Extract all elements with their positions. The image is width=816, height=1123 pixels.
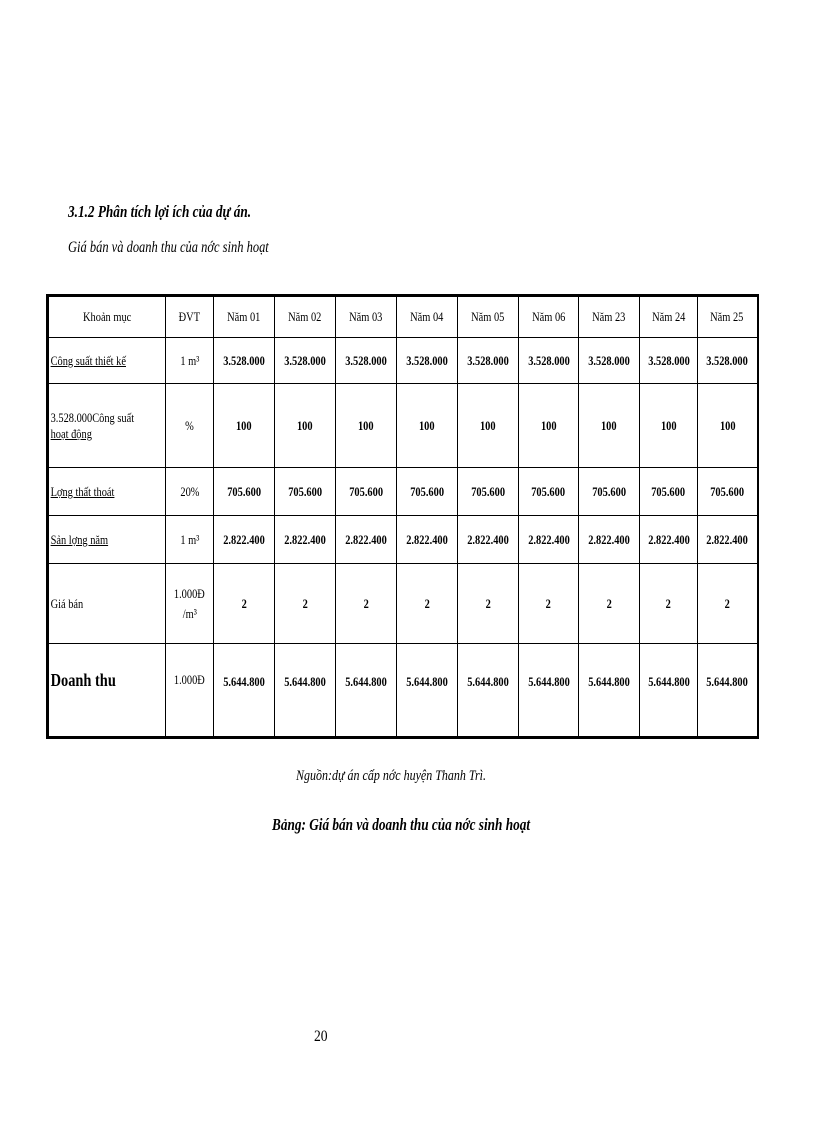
table-cell: 2.822.400 — [397, 516, 458, 564]
table-cell: 2 — [519, 564, 579, 644]
table-header-cell: Năm 01 — [214, 296, 275, 338]
table-cell: 3.528.000 — [519, 338, 579, 384]
table-cell: 2 — [640, 564, 698, 644]
row-unit: 20% — [166, 468, 214, 516]
table-cell: 705.600 — [397, 468, 458, 516]
table-row — [48, 644, 758, 738]
table-cell: 3.528.000 — [698, 338, 758, 384]
table-row — [48, 338, 758, 384]
table-cell: 3.528.000 — [397, 338, 458, 384]
table-cell: 705.600 — [275, 468, 336, 516]
table-header-cell: Năm 03 — [336, 296, 397, 338]
table-header-cell: Năm 24 — [640, 296, 698, 338]
table-cell: 100 — [519, 384, 579, 468]
row-unit: 1 m³ — [166, 338, 214, 384]
table-cell: 100 — [698, 384, 758, 468]
table-cell: 2.822.400 — [458, 516, 519, 564]
table-cell: 705.600 — [698, 468, 758, 516]
table-cell: 705.600 — [214, 468, 275, 516]
table-cell: 5.644.800 — [214, 644, 275, 738]
table-cell: 2.822.400 — [698, 516, 758, 564]
table-cell: 2.822.400 — [336, 516, 397, 564]
table-header-cell: Năm 04 — [397, 296, 458, 338]
table-cell: 705.600 — [579, 468, 640, 516]
row-label: Giá bán — [48, 564, 166, 644]
table-header-row — [48, 296, 758, 338]
row-label: 3.528.000Công suất hoạt động — [48, 384, 166, 468]
table-cell: 100 — [458, 384, 519, 468]
table-cell: 3.528.000 — [275, 338, 336, 384]
revenue-table — [46, 294, 759, 739]
table-cell: 2.822.400 — [519, 516, 579, 564]
table-cell: 2 — [275, 564, 336, 644]
table-cell: 2 — [458, 564, 519, 644]
table-cell: 100 — [275, 384, 336, 468]
table-cell: 3.528.000 — [458, 338, 519, 384]
table-cell: 5.644.800 — [519, 644, 579, 738]
table-cell: 705.600 — [519, 468, 579, 516]
table-cell: 2 — [397, 564, 458, 644]
table-cell: 2 — [579, 564, 640, 644]
row-unit: 1.000Đ /m³ — [166, 564, 214, 644]
table-header-cell: Năm 06 — [519, 296, 579, 338]
section-subheading: Giá bán và doanh thu của nớc sinh hoạt — [68, 239, 269, 256]
table-row — [48, 468, 758, 516]
table-cell: 2.822.400 — [275, 516, 336, 564]
table-caption: Bảng: Giá bán và doanh thu của nớc sinh hoạt — [272, 815, 531, 834]
table-cell: 2.822.400 — [640, 516, 698, 564]
row-unit: 1.000Đ — [166, 644, 214, 738]
table-cell: 705.600 — [336, 468, 397, 516]
table-cell: 2 — [698, 564, 758, 644]
table-cell: 100 — [214, 384, 275, 468]
page-number: 20 — [314, 1028, 328, 1045]
table-header-cell: Năm 02 — [275, 296, 336, 338]
table-cell: 100 — [336, 384, 397, 468]
table-cell: 100 — [579, 384, 640, 468]
source-note: Nguồn:dự án cấp nớc huyện Thanh Trì. — [296, 768, 486, 784]
table-header-cell: Năm 23 — [579, 296, 640, 338]
table-cell: 5.644.800 — [336, 644, 397, 738]
table-cell: 705.600 — [640, 468, 698, 516]
table-cell: 5.644.800 — [275, 644, 336, 738]
table-header-cell: Năm 05 — [458, 296, 519, 338]
table-header-cell: Năm 25 — [698, 296, 758, 338]
table-cell: 100 — [397, 384, 458, 468]
table-cell: 3.528.000 — [579, 338, 640, 384]
table-cell: 2.822.400 — [214, 516, 275, 564]
table-cell: 2 — [214, 564, 275, 644]
row-label: Công suất thiết kế — [48, 338, 166, 384]
table-cell: 705.600 — [458, 468, 519, 516]
table-cell: 100 — [640, 384, 698, 468]
table-cell: 3.528.000 — [640, 338, 698, 384]
section-heading: 3.1.2 Phân tích lợi ích của dự án. — [68, 202, 252, 221]
table-cell: 5.644.800 — [458, 644, 519, 738]
table-cell: 5.644.800 — [640, 644, 698, 738]
table-cell: 3.528.000 — [336, 338, 397, 384]
table-cell: 5.644.800 — [698, 644, 758, 738]
row-unit: 1 m³ — [166, 516, 214, 564]
table-row — [48, 564, 758, 644]
table-cell: 5.644.800 — [579, 644, 640, 738]
table-row — [48, 384, 758, 468]
table-cell: 3.528.000 — [214, 338, 275, 384]
table-cell: 2.822.400 — [579, 516, 640, 564]
table-row — [48, 516, 758, 564]
table-cell: 5.644.800 — [397, 644, 458, 738]
table-header-cell: Khoản mục — [48, 296, 166, 338]
table-header-cell: ĐVT — [166, 296, 214, 338]
row-label: Lợng thất thoát — [48, 468, 166, 516]
table-cell: 2 — [336, 564, 397, 644]
row-unit: % — [166, 384, 214, 468]
row-label: Sản lợng năm — [48, 516, 166, 564]
row-label: Doanh thu — [48, 644, 166, 738]
